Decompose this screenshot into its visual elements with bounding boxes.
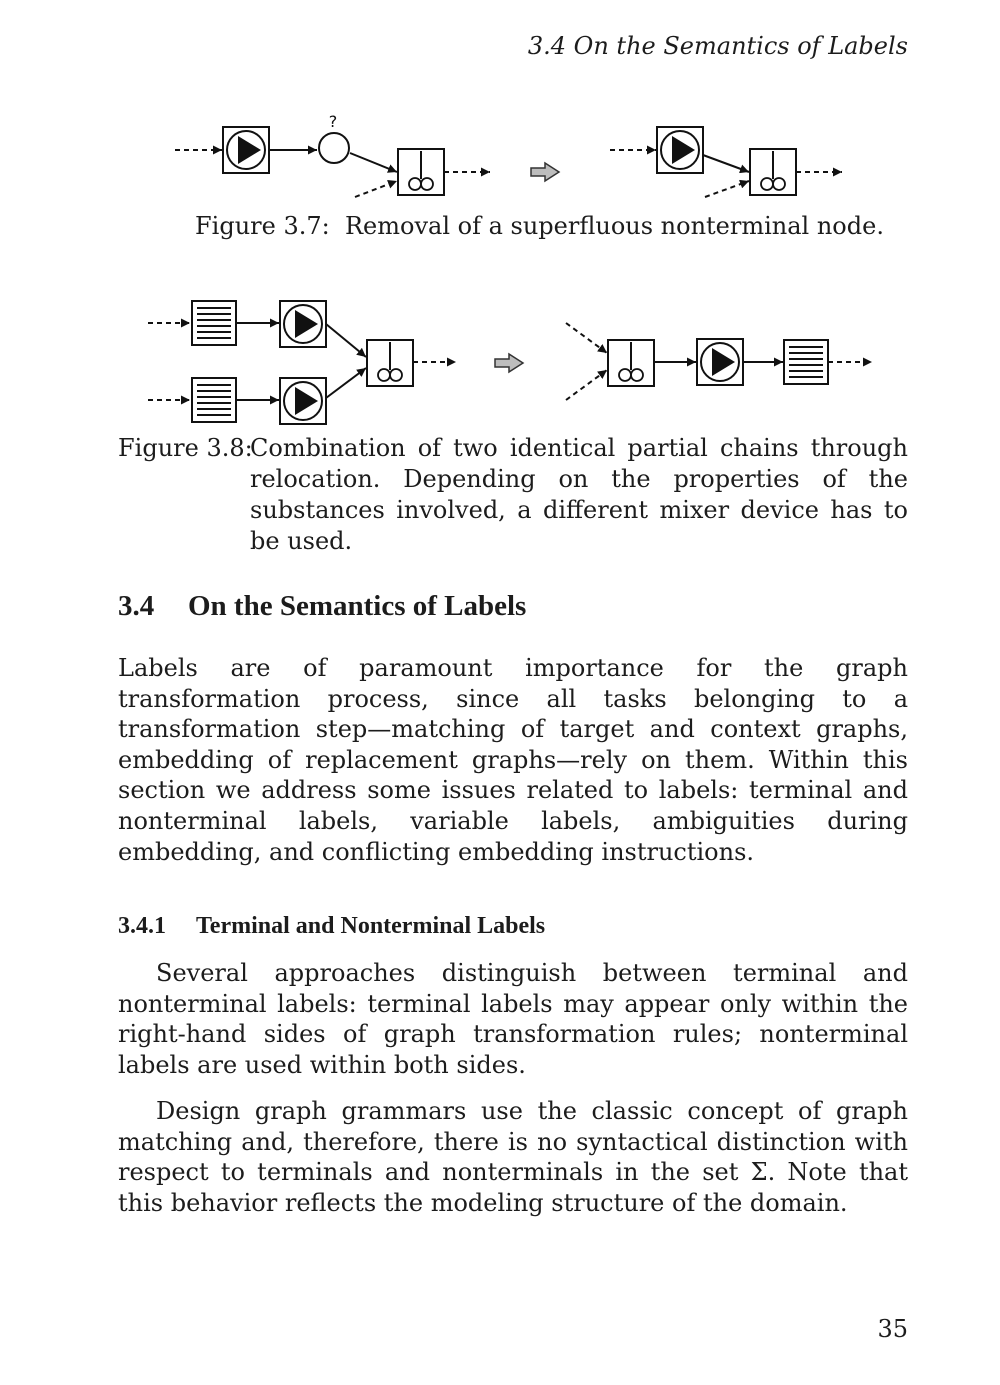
page-number: 35	[877, 1315, 908, 1343]
figure-3-8-diagram	[0, 0, 1000, 430]
section-number: 3.4	[118, 590, 155, 622]
caption-label: Figure 3.7:	[195, 212, 330, 240]
caption-text: Removal of a superfluous nonterminal node.	[344, 212, 884, 240]
pump-icon	[280, 378, 326, 424]
figure-3-8-caption	[118, 433, 908, 557]
question-mark-label: ?	[328, 112, 338, 131]
mixer-icon	[608, 340, 654, 386]
tank-icon	[192, 301, 236, 345]
section-heading	[118, 590, 526, 623]
running-head: 3.4 On the Semantics of Labels	[527, 32, 908, 60]
section-title: On the Semantics of Labels	[188, 590, 527, 622]
pump-icon	[280, 301, 326, 347]
tank-icon	[192, 378, 236, 422]
subsection-heading	[118, 913, 545, 940]
subsection-number: 3.4.1	[118, 913, 166, 939]
caption-text: Combination of two identical partial chains through relocation. Depending on the properties of the substances involved, a different mixer device has to be used.	[250, 434, 908, 555]
transform-arrow-icon	[495, 354, 523, 372]
mixer-icon	[367, 340, 413, 386]
tank-icon	[784, 340, 828, 384]
section-paragraph: Labels are of paramount importance for the graph transformation process, since all tasks belonging to a transformation step—matching of target and context graphs, embedding of replacement graphs—rely on them. Within this section we address some issues related to labels: terminal and nonterminal labels, variable labels, ambiguities during embedding, and conflicting embedding instructions.	[118, 654, 908, 866]
body-paragraph: Design graph grammars use the classic concept of graph matching and, therefore, there is no syntactical distinction with respect to terminals and nonterminals in the set Σ. Note that this behavior reflects the modeling structure of the domain.	[118, 1097, 908, 1217]
body-paragraph: Several approaches distinguish between terminal and nonterminal labels: terminal labels may appear only within the right-hand sides of graph transformation rules; nonterminal labels are used within both sides.	[118, 959, 908, 1079]
caption-label: Figure 3.8:	[118, 434, 253, 462]
pump-icon	[697, 339, 743, 385]
subsection-title: Terminal and Nonterminal Labels	[196, 913, 546, 939]
